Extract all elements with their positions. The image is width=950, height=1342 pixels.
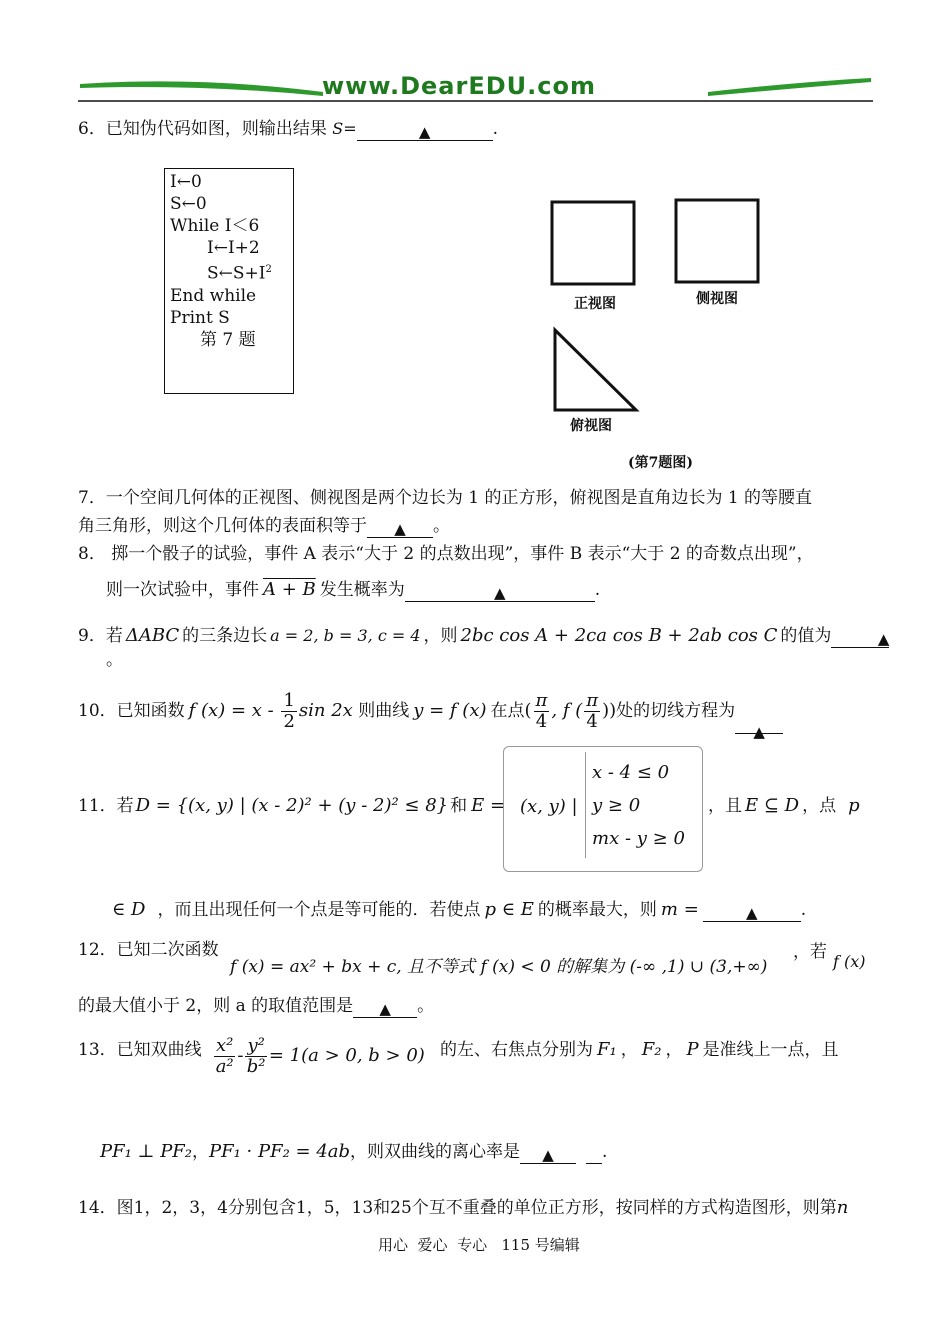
question-6: 6．已知伪代码如图，则输出结果 S= ▲ . [78, 119, 499, 141]
question-12: 12．已知二次函数 [78, 940, 219, 960]
set-e-cond: y ≥ 0 [592, 795, 641, 816]
answer-triangle-icon: ▲ [394, 520, 406, 538]
front-view-label: 正视图 [574, 296, 616, 312]
question-11-line2: ∈ D ，而且出现任何一个点是等可能的．若使点 p ∈ E 的概率最大，则 m = ▲ . [112, 899, 807, 922]
answer-triangle-icon: ▲ [493, 584, 506, 602]
question-13: 13．已知双曲线 [78, 1040, 202, 1060]
answer-triangle-icon: ▲ [379, 1000, 391, 1018]
answer-triangle-icon: ▲ [542, 1146, 554, 1164]
code-line: While I＜6 [170, 216, 260, 236]
header-banner [78, 70, 873, 104]
set-e-xy: (x, y) | [520, 796, 578, 817]
pseudocode-box: I←0 S←0 While I＜6 I←I+2 $S\leftarrow S+I^2$ End while Print S 第 7 题 [164, 168, 294, 394]
question-14: 14．图1，2，3，4分别包含1，5，13和25个互不重叠的单位正方形，按同样的方式构造图形，则第n [78, 1197, 849, 1218]
q12-fx: f (x) [833, 952, 866, 971]
three-views-drawing [540, 190, 780, 480]
code-line: I←I+2 [207, 238, 260, 258]
question-13-line2: PF₁ ⊥ PF₂，PF₁ · PF₂ = 4ab，则双曲线的离心率是 ▲ . [100, 1141, 608, 1164]
question-9: 9．若 ΔABC 的三条边长 a = 2, b = 3, c = 4 ，则 2bc cos A + 2ca cos B + 2ab cos C 的值为 ▲ 。 [78, 625, 890, 670]
set-e-cond: x - 4 ≤ 0 [592, 762, 670, 783]
question-8: 8． 掷一个骰子的试验，事件 A 表示“大于 2 的点数出现”，事件 B 表示“大于 2 的奇数点出现”， 则一次试验中，事件 A + B 发生概率为 ▲ . [78, 544, 814, 602]
question-11-tail: ，且 E ⊆ D ，点 p [708, 795, 860, 816]
answer-triangle-icon: ▲ [746, 904, 758, 922]
code-line: Print S [170, 307, 230, 328]
answer-triangle-icon: ▲ [877, 630, 890, 648]
q12-if: ，若 [793, 942, 827, 962]
figure-caption: (第7题图) [628, 455, 693, 471]
question-12-line2: 的最大值小于 2，则 a 的取值范围是 ▲ 。 [78, 996, 435, 1018]
code-line: I←0 [170, 172, 202, 192]
question-13-tail: 的左、右焦点分别为 F₁ ， F₂ ， P 是准线上一点，且 [440, 1039, 839, 1060]
top-view-label: 俯视图 [570, 418, 612, 434]
set-brace-inner [585, 752, 586, 858]
question-11: 11．若 D = {(x, y) | (x - 2)² + (y - 2)² ≤ 8} 和 E = [78, 795, 506, 816]
three-views-figure [540, 190, 780, 480]
answer-triangle-icon: ▲ [418, 123, 431, 141]
code-caption: 第 7 题 [200, 329, 256, 350]
set-e-cond: mx - y ≥ 0 [592, 828, 685, 849]
question-7: 7．一个空间几何体的正视图、侧视图是两个边长为 1 的正方形，俯视图是直角边长为 1 的等腰直 角三角形，则这个几何体的表面积等于 ▲ 。 [78, 488, 813, 538]
site-logo: www.DearEDU.com [322, 72, 596, 100]
page-footer: 用心 爱心 专心 115 号编辑 [378, 1236, 580, 1254]
code-line: S←S+I [207, 263, 266, 284]
q12-expr: f (x) = ax² + bx + c, 且不等式 f (x) < 0 的解集为 (-∞ ,1) ∪ (3,+∞) [230, 957, 768, 977]
question-10: 10．已知函数 f (x) = x - $\frac{1}{2}$ sin 2x 则曲线 y = f (x) 在点( $\frac{\pi}{4}$ , f ( $\frac{\pi}{4}$ ))处的切线方程为▲ [78, 688, 783, 734]
side-view-label: 侧视图 [696, 291, 738, 307]
q13-formula: $\frac{\text{x²}}{\text{a²}}$ - $\frac{\text{y²}}{\text{b²}}$ = 1(a > 0, b > 0) [215, 1035, 425, 1077]
code-line: End while [170, 285, 257, 306]
code-line: S←0 [170, 194, 207, 214]
answer-triangle-icon: ▲ [753, 723, 765, 741]
